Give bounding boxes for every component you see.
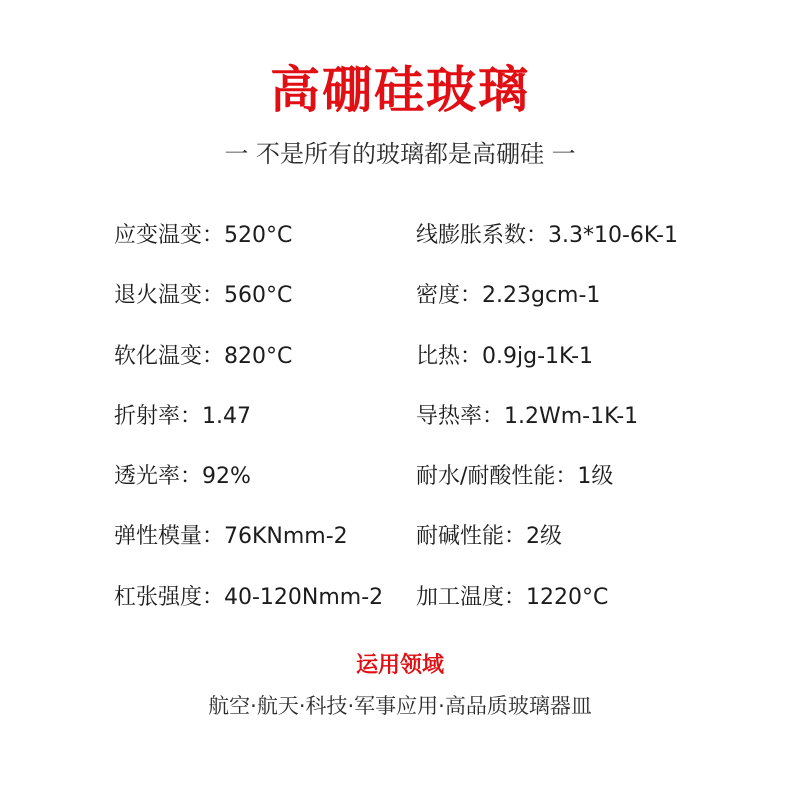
page-subtitle: 一 不是所有的玻璃都是高硼硅 一 <box>224 140 576 168</box>
spec-tensile-strength: 杠张强度：40-120Nmm-2 <box>114 584 384 610</box>
spec-transmittance: 透光率：92% <box>114 464 251 490</box>
spec-alkali-resistance: 耐碱性能：2级 <box>416 524 562 550</box>
spec-row <box>114 513 754 573</box>
spec-thermal-conductivity: 导热率：1.2Wm-1K-1 <box>416 403 639 429</box>
spec-specific-heat: 比热：0.9jg-1K-1 <box>416 343 594 369</box>
spec-row <box>114 212 754 272</box>
applications-list: 航空·航天·科技·军事应用·高品质玻璃器皿 <box>208 694 592 718</box>
spec-row <box>114 272 754 332</box>
spec-annealing-temp: 退火温变：560°C <box>114 283 293 309</box>
applications-title: 运用领域 <box>355 653 444 678</box>
spec-row <box>114 574 754 634</box>
spec-row <box>114 333 754 393</box>
spec-water-acid-resistance: 耐水/耐酸性能：1级 <box>416 464 614 490</box>
spec-working-temp: 加工温度：1220°C <box>416 584 609 610</box>
spec-expansion-coefficient: 线膨胀系数：3.3*10-6K-1 <box>416 223 678 248</box>
page-title: 高硼硅玻璃 <box>270 61 530 119</box>
spec-strain-temp: 应变温变：520°C <box>114 223 293 248</box>
spec-row <box>114 393 754 453</box>
spec-softening-temp: 软化温变：820°C <box>114 343 293 369</box>
spec-refractive-index: 折射率：1.47 <box>114 403 251 429</box>
spec-elastic-modulus: 弹性模量：76KNmm-2 <box>114 524 348 550</box>
spec-table <box>114 212 754 634</box>
spec-density: 密度：2.23gcm-1 <box>416 283 601 309</box>
spec-row <box>114 453 754 513</box>
